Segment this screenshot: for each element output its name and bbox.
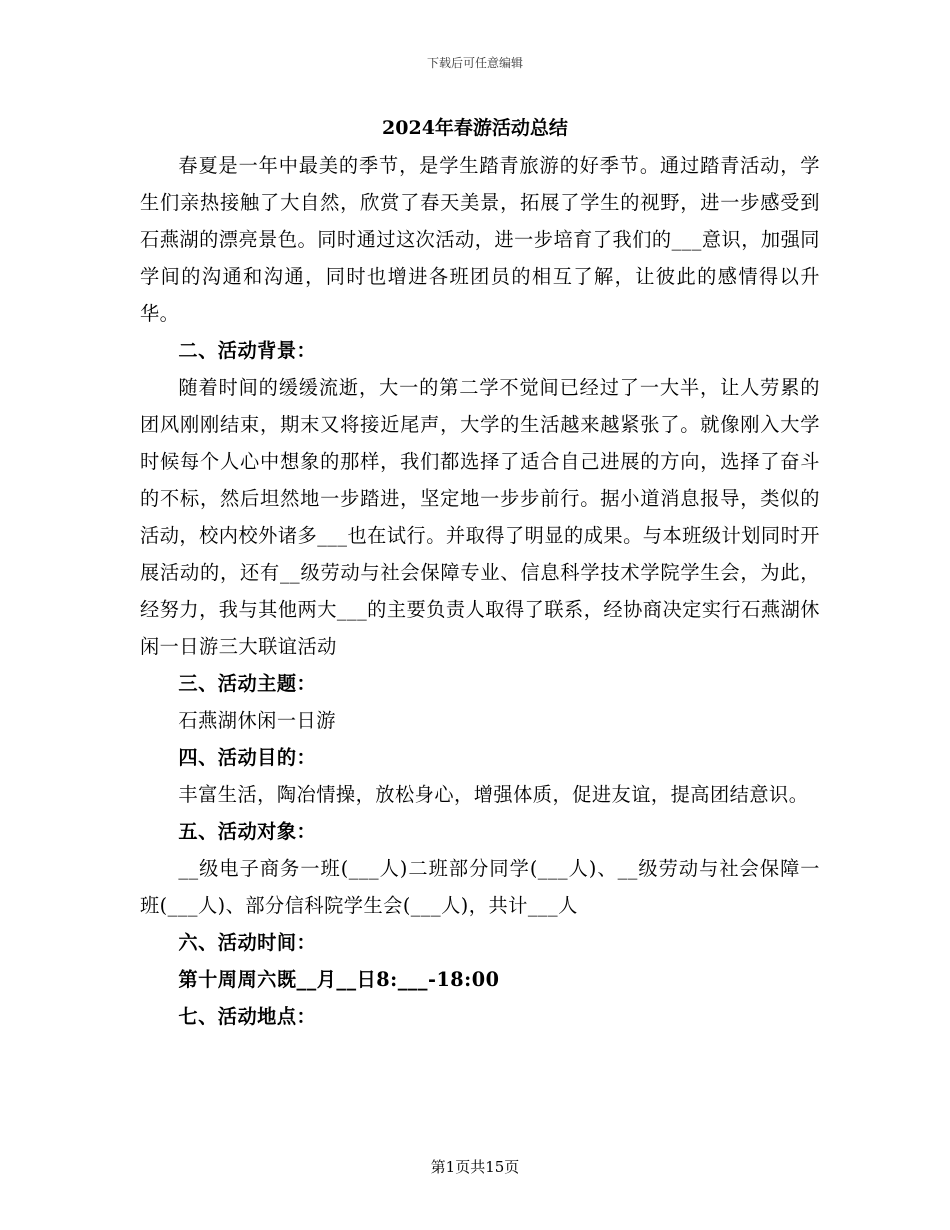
paragraph-participants: __级电子商务一班(___人)二班部分同学(___人)、__级劳动与社会保障一班(___人)、部分信科院学生会(___人)，共计___人 [140,857,820,917]
heading-location: 七、活动地点： [178,1005,317,1028]
heading-purpose: 四、活动目的： [178,746,317,769]
heading-participants: 五、活动对象： [178,820,317,843]
document-body [140,147,820,1035]
paragraph-background: 随着时间的缓缓流逝，大一的第二学不觉间已经过了一大半，让人劳累的团风刚刚结束，期末又将接近尾声，大学的生活越来越紧张了。就像刚入大学时候每个人心中想象的那样，我们都选择了适合自己进展的方向，选择了奋斗的不标，然后坦然地一步踏进，坚定地一步步前行。据小道消息报导，类似的活动，校内校外诸多___也在试行。并取得了明显的成果。与本班级计划同时开展活动的，还有__级劳动与社会保障专业、信息科学技术学院学生会，为此，经努力，我与其他两大___的主要负责人取得了联系，经协商决定实行石燕湖休闲一日游三大联谊活动 [140,376,820,658]
paragraph-purpose: 丰富生活，陶冶情操，放松身心，增强体质，促进友谊，提高团结意识。 [178,783,809,806]
paragraph-intro: 春夏是一年中最美的季节，是学生踏青旅游的好季节。通过踏青活动，学生们亲热接触了大自然，欣赏了春天美景，拓展了学生的视野，进一步感受到石燕湖的漂亮景色。同时通过这次活动，进一步培育了我们的___意识，加强同学间的沟通和沟通，同时也增进各班团员的相互了解，让彼此的感情得以升华。 [140,154,820,325]
document-title: 2024年春游活动总结 [382,117,568,139]
header-note: 下载后可任意编辑 [426,56,523,70]
heading-theme: 三、活动主题： [178,672,317,695]
heading-background: 二、活动背景： [178,339,317,362]
page-footer: 第1页共15页 [430,1158,520,1176]
heading-time: 六、活动时间： [178,931,317,954]
paragraph-theme: 石燕湖休闲一日游 [178,709,336,732]
paragraph-time: 第十周周六既__月__日8:___-18:00 [178,968,500,991]
